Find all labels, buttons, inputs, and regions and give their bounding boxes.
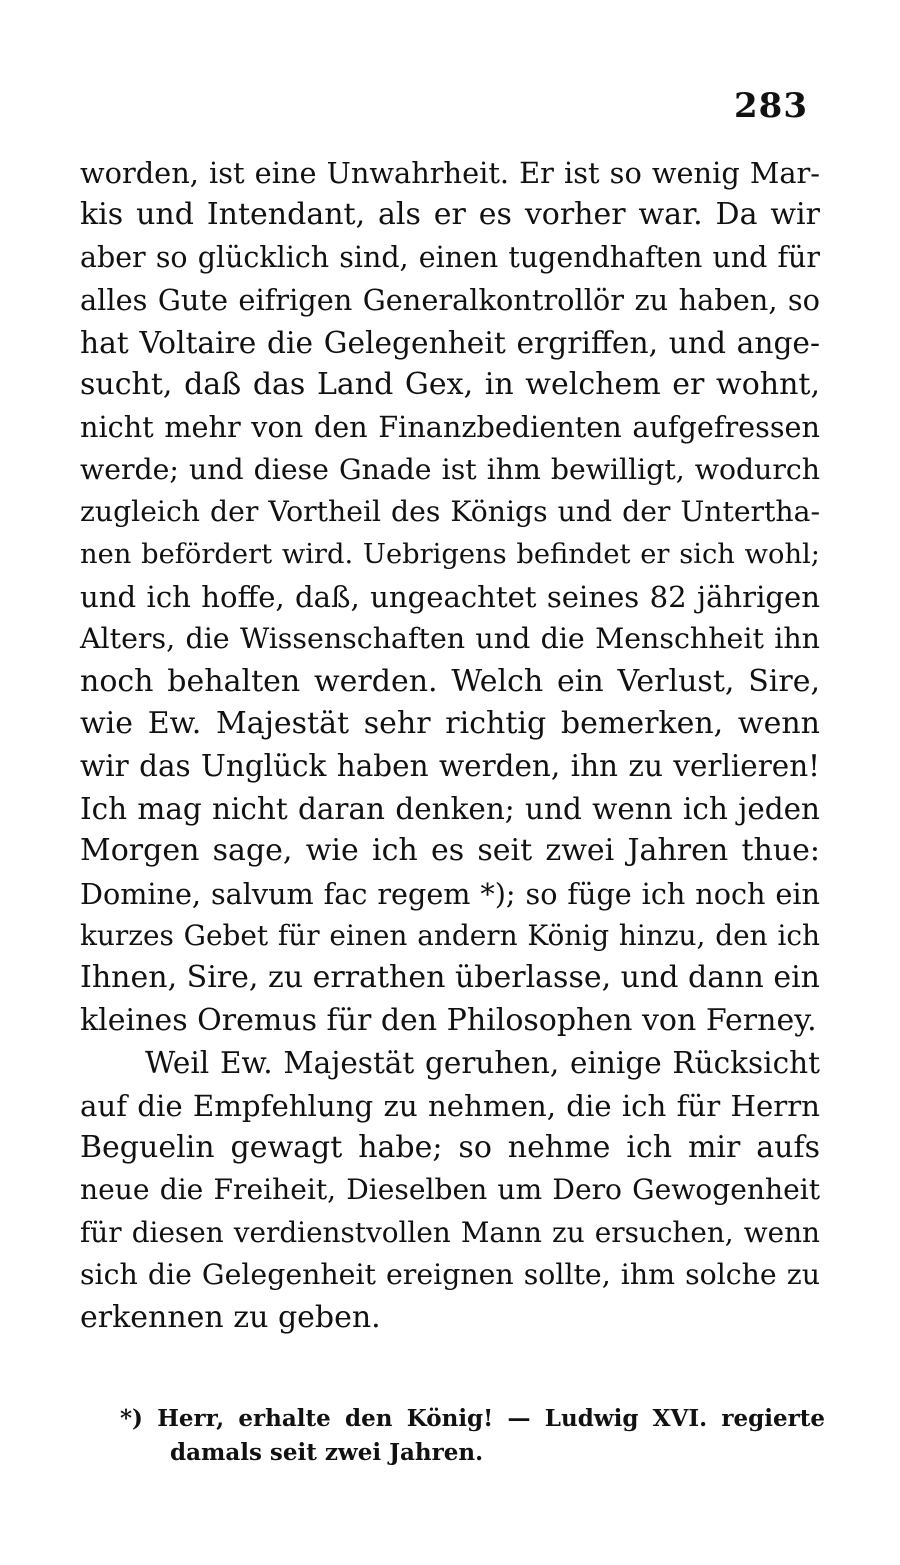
text-line: werde; und diese Gnade ist ihm bewilligt, wodurch (80, 452, 820, 486)
footnote-line: *) Herr, erhalte den König! — Ludwig XVI. regierte (120, 1405, 825, 1432)
text-line: Beguelin gewagt habe; so nehme ich mir aufs (80, 1129, 820, 1165)
footnote-line: damals seit zwei Jahren. (170, 1439, 484, 1466)
text-line: nicht mehr von den Finanzbedienten aufgefressen (80, 410, 820, 445)
text-line: wie Ew. Majestät sehr richtig bemerken, wenn (80, 706, 820, 742)
text-line: hat Voltaire die Gelegenheit ergriffen, und ange- (80, 324, 820, 360)
text-line: noch behalten werden. Welch ein Verlust, Sire, (80, 663, 820, 699)
text-line: Alters, die Wissenschaften und die Menschheit ihn (80, 622, 820, 656)
text-line: worden, ist eine Unwahrheit. Er ist so wenig Mar- (80, 156, 820, 190)
text-line: zugleich der Vortheil des Königs und der Untertha- (80, 495, 820, 529)
text-line: nen befördert wird. Uebrigens befindet er sich wohl; (80, 538, 820, 570)
text-line: und ich hoffe, daß, ungeachtet seines 82 jährigen (80, 579, 820, 614)
text-line: für diesen verdienstvollen Mann zu ersuchen, wenn (80, 1215, 820, 1249)
text-line: alles Gute eifrigen Generalkontrollör zu haben, so (80, 283, 820, 318)
text-line: sich die Gelegenheit ereignen sollte, ihm solche zu (80, 1258, 820, 1292)
text-line-paragraph-end: erkennen zu geben. (80, 1299, 381, 1335)
text-line: Ihnen, Sire, zu errathen überlasse, und dann ein (80, 960, 820, 996)
text-line: Ich mag nicht daran denken; und wenn ich jeden (80, 791, 820, 826)
text-line-paragraph-start: Weil Ew. Majestät geruhen, einige Rücksicht (145, 1046, 820, 1081)
body-text (80, 152, 820, 1339)
text-line: Morgen sage, wie ich es seit zwei Jahren thue: (80, 833, 820, 869)
text-line: kis und Intendant, als er es vorher war. Da wir (80, 197, 820, 233)
text-line: wir das Unglück haben werden, ihn zu verlieren! (80, 749, 820, 784)
text-line: aber so glücklich sind, einen tugendhaften und für (80, 240, 820, 274)
text-line: sucht, daß das Land Gex, in welchem er wohnt, (80, 366, 820, 402)
text-line: Domine, salvum fac regem *); so füge ich noch ein (80, 876, 820, 911)
page-number: 283 (734, 86, 808, 126)
text-line: kurzes Gebet für einen andern König hinzu, den ich (80, 919, 820, 953)
footnote (120, 1402, 825, 1470)
text-line: neue die Freiheit, Dieselben um Dero Gewogenheit (80, 1173, 820, 1207)
text-line: auf die Empfehlung zu nehmen, die ich für Herrn (80, 1088, 820, 1123)
text-line-paragraph-end: kleines Oremus für den Philosophen von Ferney. (80, 1002, 817, 1038)
